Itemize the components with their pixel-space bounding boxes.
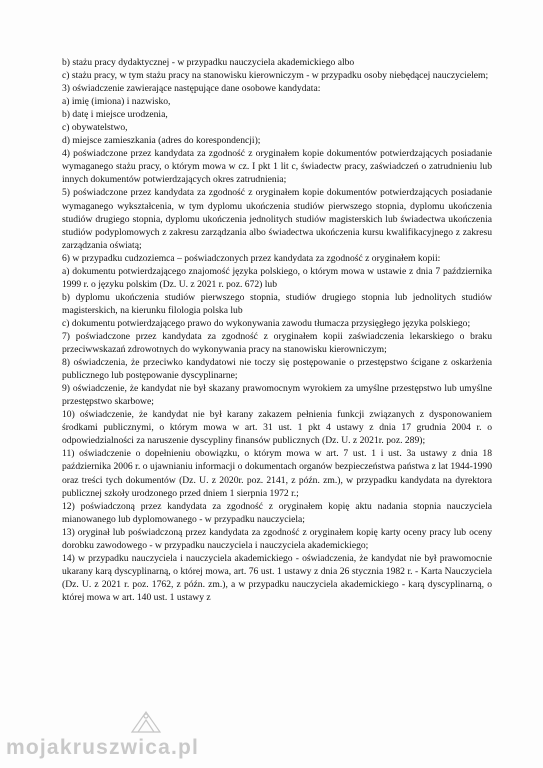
crest-icon [128,708,164,736]
list-item: 5) poświadczone przez kandydata za zgodność z oryginałem kopie dokumentów potwierdzających posiadanie wymaganego wykształcenia, w tym dyplomu ukończenia studiów pierwszego stopnia, dyplomu ukończenia studiów drugiego stopnia, dyplomu ukończenia jednolitych studiów magisterskich lub świadectwa ukończenia studiów podyplomowych z zakresu zarządzania albo świadectwa ukończenia kursu kwalifikacyjnego z zakresu zarządzania oświatą; [62,187,492,251]
list-item: c) stażu pracy, w tym stażu pracy na stanowisku kierowniczym - w przypadku osoby niebędącej nauczycielem; [62,70,489,82]
list-item: c) dokumentu potwierdzającego prawo do wykonywania zawodu tłumacza przysięgłego języka polskiego; [62,317,471,329]
list-item: b) datę i miejsce urodzenia, [62,109,168,121]
list-item: b) dyplomu ukończenia studiów pierwszego stopnia, studiów drugiego stopnia lub jednolitych studiów magisterskich, na kierunku filologia polska lub [62,291,492,316]
list-item: 6) w przypadku cudzoziemca – poświadczonych przez kandydata za zgodność z oryginałem kopii: [62,252,441,264]
list-item: 13) oryginał lub poświadczoną przez kandydata za zgodność z oryginałem kopię karty oceny pracy lub oceny dorobku zawodowego - w przypadku nauczyciela i nauczyciela akademickiego; [62,526,492,551]
list-item: b) stażu pracy dydaktycznej - w przypadku nauczyciela akademickiego albo [62,57,355,68]
list-item: a) dokumentu potwierdzającego znajomość języka polskiego, o którym mowa w ustawie z dnia 7 października 1999 r. o języku polskim (Dz. U. z 2021 r. poz. 672) lub [62,265,492,290]
list-item: 7) poświadczone przez kandydata za zgodność z oryginałem kopii zaświadczenia lekarskiego o braku przeciwwskazań zdrowotnych do wykonywania pracy na stanowisku kierowniczym; [62,330,492,356]
list-item: 12) poświadczoną przez kandydata za zgodność z oryginałem kopię aktu nadania stopnia nauczyciela mianowanego lub dyplomowanego - w przypadku nauczyciela; [62,500,492,525]
list-item: d) miejsce zamieszkania (adres do korespondencji); [62,135,261,147]
list-item: 14) w przypadku nauczyciela i nauczyciela akademickiego - oświadczenia, że kandydat nie był prawomocnie ukarany karą dyscyplinarną, o której mowa, art. 76 ust. 1 ustawy z dnia 26 stycznia 1982 r. - Karta Nauczyciela (Dz. U. z 2021 r. poz. 1762, z późn. zm.), a w przypadku nauczyciela akademickiego - karą dyscyplinarną, o której mowa w art. 140 ust. 1 ustawy z [62,552,492,603]
list-item: 11) oświadczenie o dopełnieniu obowiązku, o którym mowa w art. 7 ust. 1 i ust. 3a ustawy z dnia 18 października 2006 r. o ujawnianiu informacji o dokumentach organów bezpieczeństwa państwa z lat 1944-1990 oraz treści tych dokumentów (Dz. U. z 2020r. poz. 2141, z późn. zm.), w przypadku kandydata na dyrektora publicznej szkoły urodzonego przed dniem 1 sierpnia 1972 r.; [62,448,492,499]
list-item: 3) oświadczenie zawierające następujące dane osobowe kandydata: [62,83,321,95]
document-body [62,56,492,604]
list-item: a) imię (imiona) i nazwisko, [62,96,171,108]
list-item: 9) oświadczenie, że kandydat nie był skazany prawomocnym wyrokiem za umyślne przestępstwo lub umyślne przestępstwo skarbowe; [62,383,492,408]
list-item: 10) oświadczenie, że kandydat nie był karany zakazem pełnienia funkcji związanych z dysponowaniem środkami publicznymi, o którym mowa w art. 31 ust. 1 pkt 4 ustawy z dnia 17 grudnia 2004 r. o odpowiedzialności za naruszenie dyscypliny finansów publicznych (Dz. U. z 2021r. poz. 289); [62,409,492,447]
list-item: 4) poświadczone przez kandydata za zgodność z oryginałem kopie dokumentów potwierdzających posiadanie wymaganego stażu pracy, o którym mowa w cz. I pkt 1 lit c, świadectw pracy, zaświadczeń o zatrudnieniu lub innych dokumentów potwierdzających okres zatrudnienia; [62,148,492,186]
list-item: c) obywatelstwo, [62,122,128,134]
watermark-text: mojakruszwica.pl [6,736,200,759]
list-item: 8) oświadczenia, że przeciwko kandydatowi nie toczy się postępowanie o przestępstwo ścigane z oskarżenia publicznego lub postępowanie dyscyplinarne; [62,357,492,382]
